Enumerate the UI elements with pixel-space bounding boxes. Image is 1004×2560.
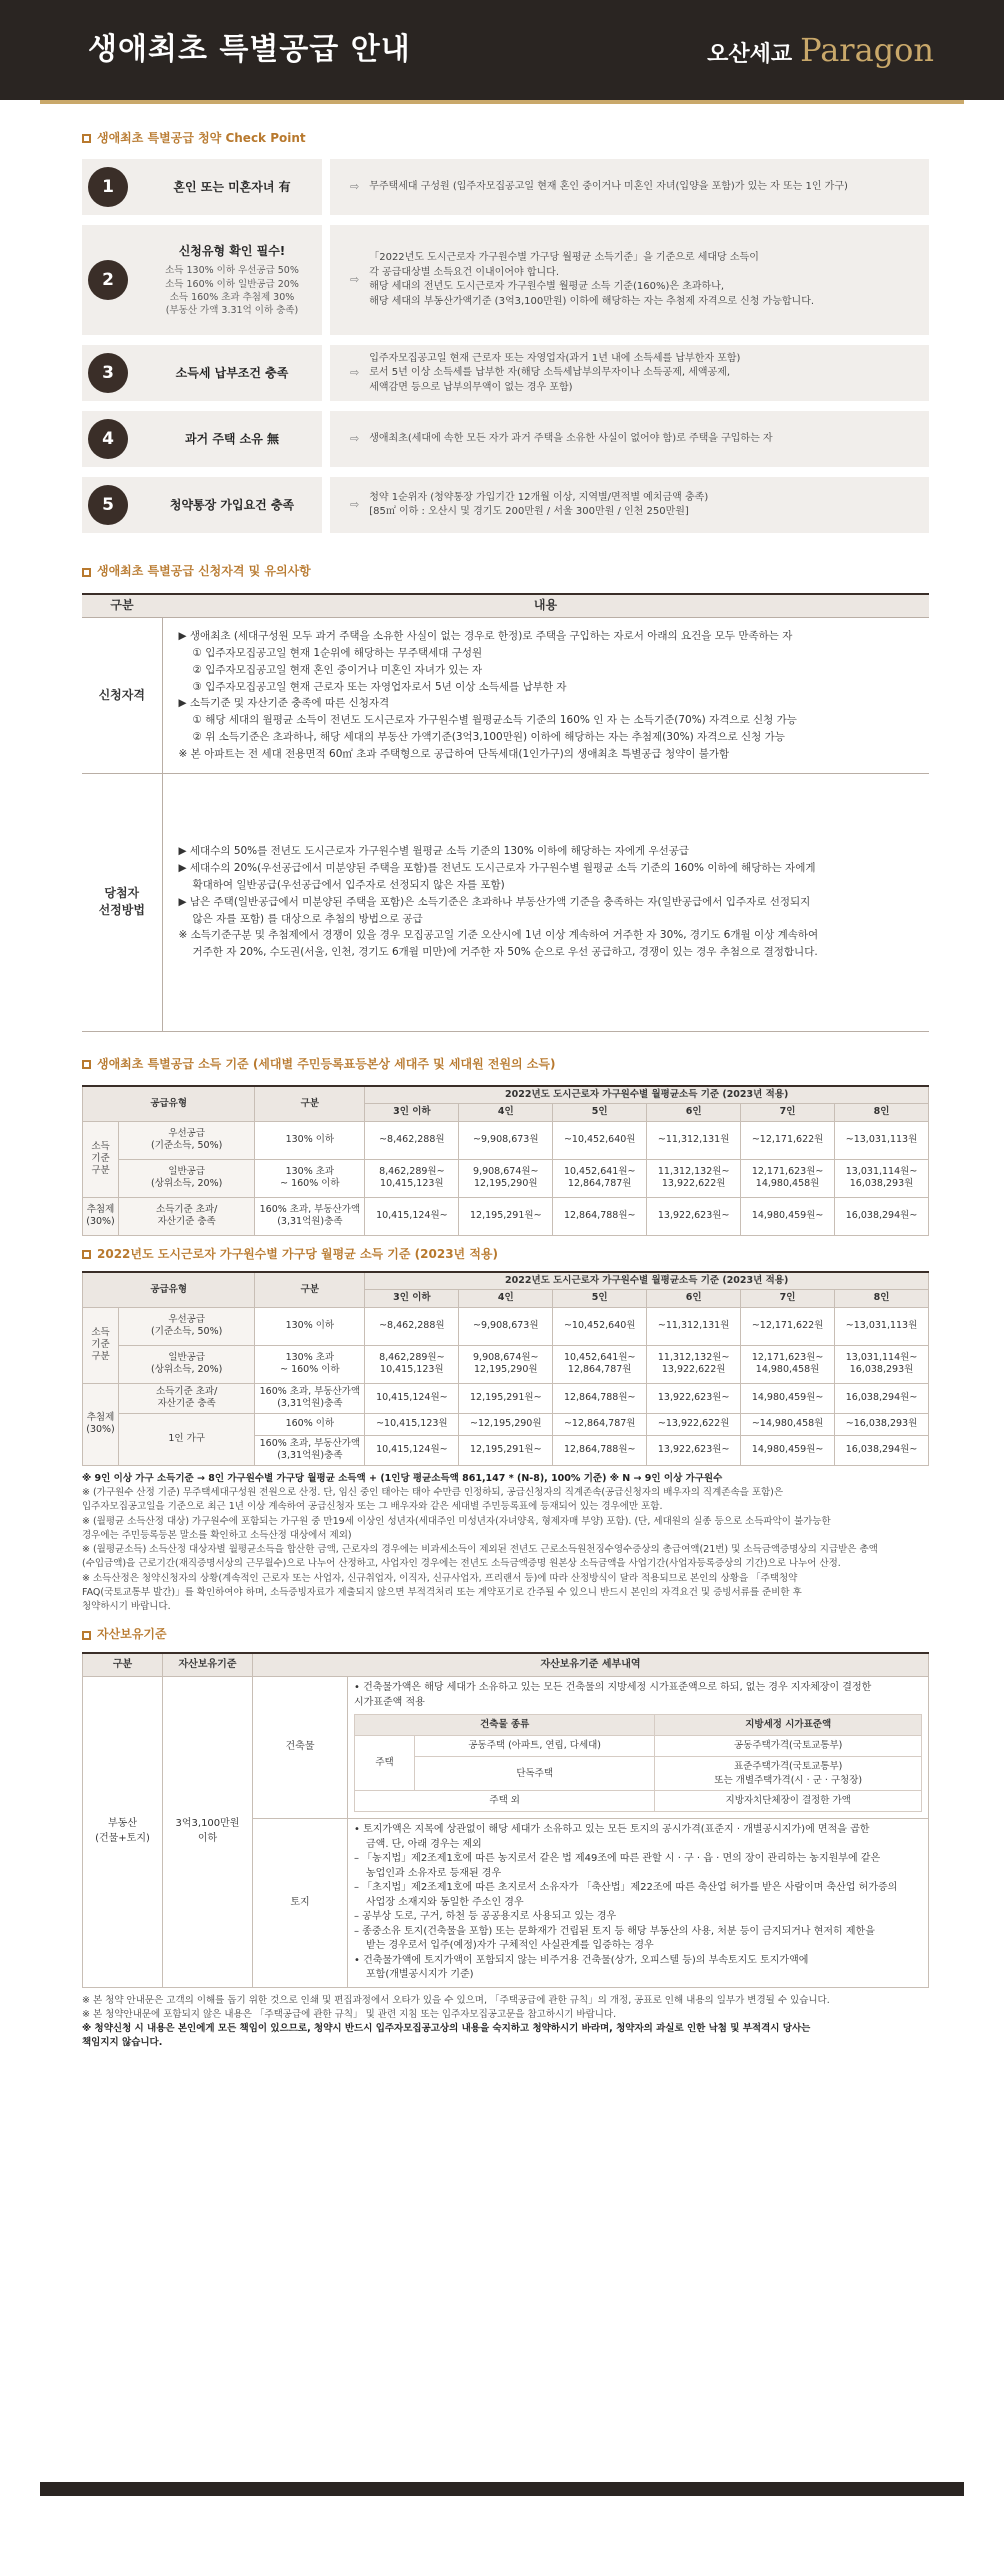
checkpoint-detail (330, 225, 929, 335)
inc-cat: 130% 초과 ~ 160% 이하 (255, 1159, 365, 1197)
inc-h-col: 6인 (647, 1104, 741, 1121)
inc-value: ~11,312,131원 (647, 1307, 741, 1345)
qualification-line: ▶ 세대수의 20%(우선공급에서 미분양된 주택을 포함)를 전년도 도시근로자 가구원수별 월평균 소득 기준의 160% 이하에 해당하는 자에게 (178, 862, 816, 875)
checkpoint-heading-text: 생애최초 특별공급 청약 Check Point (97, 131, 306, 145)
inc-value: 12,171,623원~ 14,980,458원 (741, 1345, 835, 1383)
inc-lottery-label: 추첨제 (30%) (83, 1383, 119, 1465)
inc-type: 일반공급 (상위소득, 20%) (119, 1345, 255, 1383)
note-line: 입주자모집공고일을 기준으로 최근 1년 이상 계속하여 공급신청자 또는 그 배우자와 같은 세대별 주민등록표에 등재되어 있는 경우에만 포함. (82, 1501, 663, 1513)
inner-value: 지방자치단체장이 결정한 가액 (655, 1791, 922, 1812)
note-line: ※ 9인 이상 가구 소득기준 → 8인 가구원수별 가구당 월평균 소득액 + (1인당 평균소득액 861,147 * (N-8), 100% 기준) ※ N → 9인 이상 가구원수 (82, 1472, 723, 1484)
inc-h-col: 5인 (553, 1104, 647, 1121)
qualification-line: ▶ 소득기준 및 자산기준 충족에 따른 신청자격 (178, 697, 390, 710)
checkpoint-text (369, 432, 772, 447)
arrow-right-icon: ⇨ (350, 366, 360, 380)
checkpoint-label (82, 159, 322, 215)
inc-value: ~16,038,293원 (835, 1413, 929, 1435)
inc-type: 일반공급 (상위소득, 20%) (119, 1159, 255, 1197)
income-table-2 (82, 1271, 929, 1466)
inner-kind: 단독주택 (415, 1756, 655, 1791)
asset-land-detail (348, 1819, 929, 1988)
inc-value: 12,195,291원~ (459, 1435, 553, 1465)
inc-value: 10,415,124원~ (365, 1197, 459, 1235)
land-line: – 「초지법」제2조제1호에 따른 초지로서 소유자가 「축산법」제22조에 따른 축산업 허가를 받은 사람이며 축산업 허가증의 (354, 1882, 898, 1894)
qualification-content (162, 773, 929, 1031)
qualification-line: ▶ 남은 주택(일반공급에서 미분양된 주택을 포함)은 소득기준은 초과하나 부동산가액 기준을 충족하는 자(일반공급에서 입주자로 선정되지 (178, 895, 811, 908)
land-line: 금액. 단, 아래 경우는 제외 (366, 1838, 482, 1850)
note-line: 책임지지 않습니다. (82, 2037, 163, 2049)
checkpoint-label (82, 345, 322, 401)
qualification-line: ③ 입주자모집공고일 현재 근로자 또는 자영업자로서 5년 이상 소득세를 납부한 자 (192, 680, 567, 693)
qualification-content (162, 618, 929, 773)
qualification-heading-text: 생애최초 특별공급 신청자격 및 유의사항 (97, 564, 311, 579)
asset-col-limit: 자산보유기준 (163, 1653, 253, 1677)
qualification-line: 거주한 자 20%, 수도권(서울, 인천, 경기도 6개월 미만)에 거주한 자 50% 순으로 우선 공급하고, 경쟁이 있는 경우 추첨으로 결정합니다. (192, 946, 818, 959)
arrow-right-icon: ⇨ (350, 498, 360, 512)
checkpoint-detail (330, 345, 929, 401)
inc-h-col: 3인 이하 (365, 1290, 459, 1307)
inc-group-label: 소득 기준 구분 (83, 1121, 119, 1197)
inc-type: 1인 가구 (119, 1413, 255, 1465)
inc-h-cat: 구분 (255, 1272, 365, 1307)
note-line: ※ 소득산정은 청약신청자의 상황(계속적인 근로자 또는 사업자, 신규취업자, 이직자, 신규사업자, 프리랜서 등)에 따라 산정방식이 달라 적용되므로 본인의 상황을 「주택청약 (82, 1572, 798, 1584)
asset-heading (82, 1626, 929, 1643)
qualification-line: ▶ 세대수의 50%를 전년도 도시근로자 가구원수별 월평균 소득 기준의 130% 이하에 해당하는 자에게 우선공급 (178, 845, 690, 858)
checkpoint-number: 5 (88, 485, 128, 525)
inc-value: 12,864,788원~ (553, 1383, 647, 1413)
checkpoint-title: 혼인 또는 미혼자녀 有 (173, 179, 291, 194)
inc-cat: 160% 이하 (255, 1413, 365, 1435)
inc-value: ~9,908,673원 (459, 1307, 553, 1345)
square-bullet-icon (82, 1631, 91, 1640)
note-line: ※ (월평균 소득산정 대상) 가구원수에 포함되는 가구원 중 만19세 이상인 성년자(세대주인 미성년자(자녀양육, 형제자매 부양) 포함). (단, 세대원의 실종 등으로 소득파악이 불가능한 (82, 1515, 831, 1527)
inc-h-type: 공급유형 (83, 1272, 255, 1307)
income-heading-2 (82, 1246, 929, 1263)
inner-kind: 공동주택 (아파트, 연립, 다세대) (415, 1735, 655, 1756)
asset-col-detail: 자산보유기준 세부내역 (253, 1653, 929, 1677)
checkpoint-label (82, 225, 322, 335)
qualification-line: ② 위 소득기준은 초과하나, 해당 세대의 부동산 가액기준(3억3,100만원) 이하에 해당하는 자는 추첨제(30%) 자격으로 신청 가능 (192, 731, 785, 744)
building-value-table (354, 1714, 922, 1812)
inc-value: ~13,031,113원 (835, 1121, 929, 1159)
checkpoint-number: 1 (88, 167, 128, 207)
inc-value: ~9,908,673원 (459, 1121, 553, 1159)
checkpoint-line: 해당 세대의 부동산가액기준 (3억3,100만원) 이하에 해당하는 자는 추첨제 자격으로 신청 가능합니다. (369, 295, 815, 307)
note-line: 경우에는 주민등록등본 말소를 확인하고 소득산정 대상에서 제외) (82, 1529, 352, 1541)
inc-h-col: 7인 (741, 1104, 835, 1121)
inc-value: 16,038,294원~ (835, 1197, 929, 1235)
inc-value: 12,171,623원~ 14,980,458원 (741, 1159, 835, 1197)
land-line: 사업장 소재지와 동일한 주소인 경우 (366, 1896, 524, 1908)
inc-type: 우선공급 (기준소득, 50%) (119, 1307, 255, 1345)
inc-value: 9,908,674원~ 12,195,290원 (459, 1345, 553, 1383)
checkpoint-number: 3 (88, 353, 128, 393)
asset-heading-text: 자산보유기준 (97, 1627, 167, 1642)
inc-value: 14,980,459원~ (741, 1435, 835, 1465)
inc-value: 10,452,641원~ 12,864,787원 (553, 1159, 647, 1197)
inc-value: 16,038,294원~ (835, 1435, 929, 1465)
header (0, 0, 1004, 100)
inc-value: ~13,922,622원 (647, 1413, 741, 1435)
checkpoint-text (369, 180, 848, 195)
inc-value: ~12,864,787원 (553, 1413, 647, 1435)
land-line: 농업인과 소유자로 등재된 경우 (366, 1867, 502, 1879)
checkpoint-item (82, 345, 929, 401)
brand-logo (707, 27, 934, 73)
checkpoint-list (0, 159, 1004, 533)
checkpoint-item (82, 159, 929, 215)
inc-type: 우선공급 (기준소득, 50%) (119, 1121, 255, 1159)
page-title: 생애최초 특별공급 안내 (88, 32, 411, 68)
qualification-line: ② 입주자모집공고일 현재 혼인 중이거나 미혼인 자녀가 있는 자 (192, 663, 483, 676)
inc-cat: 130% 초과 ~ 160% 이하 (255, 1345, 365, 1383)
checkpoint-line: 해당 세대의 전년도 도시근로자 가구원수별 월평균 소득 기준(160%)은 초과하나, (369, 281, 725, 293)
inc-cat: 160% 초과, 부동산가액 (3,31억원)충족 (255, 1383, 365, 1413)
checkpoint-detail (330, 159, 929, 215)
inc-value: ~8,462,288원 (365, 1307, 459, 1345)
inc-value: ~10,415,123원 (365, 1413, 459, 1435)
inc-value: 10,452,641원~ 12,864,787원 (553, 1345, 647, 1383)
qualification-line: 않은 자를 포함) 를 대상으로 추첨의 방법으로 공급 (192, 912, 423, 925)
square-bullet-icon (82, 134, 91, 143)
checkpoint-line: 생애최초(세대에 속한 모든 자가 과거 주택을 소유한 사실이 없어야 함)로 주택을 구입하는 자 (369, 433, 773, 445)
asset-land-label: 토지 (253, 1819, 348, 1988)
checkpoint-line: [85㎡ 이하 : 오산시 및 경기도 200만원 / 서울 300만원 / 인천 250만원] (369, 506, 689, 518)
inc-h-span: 2022년도 도시근로자 가구원수별 월평균소득 기준 (2023년 적용) (365, 1272, 929, 1290)
land-line: 받는 경우로서 입주(예정)자가 구체적인 사실관계를 입증하는 경우 (366, 1940, 654, 1952)
income-heading-1-text: 생애최초 특별공급 소득 기준 (세대별 주민등록표등본상 세대주 및 세대원 전원의 소득) (97, 1056, 556, 1071)
inc-value: ~14,980,458원 (741, 1413, 835, 1435)
final-notes (82, 1994, 929, 2051)
checkpoint-text (369, 251, 814, 309)
qualification-label: 신청자격 (82, 618, 162, 773)
inc-value: ~12,195,290원 (459, 1413, 553, 1435)
checkpoint-detail (330, 411, 929, 467)
inner-value: 공동주택가격(국토교통부) (655, 1735, 922, 1756)
qualification-line: ※ 소득기준구분 및 추첨제에서 경쟁이 있을 경우 모집공고일 기준 오산시에 1년 이상 계속하여 거주한 자 30%, 경기도 6개월 이상 계속하여 (178, 929, 819, 942)
checkpoint-text (369, 352, 740, 396)
inc-cat: 130% 이하 (255, 1121, 365, 1159)
inc-h-col: 4인 (459, 1104, 553, 1121)
building-intro-line: 시가표준액 적용 (354, 1696, 425, 1708)
inc-h-col: 8인 (835, 1290, 929, 1307)
qualification-line: ▶ 생애최초 (세대구성원 모두 과거 주택을 소유한 사실이 없는 경우로 한정)로 주택을 구입하는 자로서 아래의 요건을 모두 만족하는 자 (178, 630, 793, 643)
footer-bar (40, 2482, 964, 2496)
brand-logo-ko: 오산세교 (707, 41, 793, 67)
inner-h-kind: 건축물 종류 (355, 1715, 655, 1736)
note-line: ※ 청약신청 시 내용은 본인에게 모든 책임이 있으므로, 청약시 반드시 입주자모집공고상의 내용을 숙지하고 청약하시기 바라며, 청약자의 과실로 인한 낙첨 및 부적격시 당사는 (82, 2023, 811, 2035)
inc-value: 12,195,291원~ (459, 1383, 553, 1413)
inc-value: 13,922,623원~ (647, 1197, 741, 1235)
income-notes (82, 1472, 929, 1615)
inc-value: 13,922,623원~ (647, 1435, 741, 1465)
inc-h-col: 8인 (835, 1104, 929, 1121)
brand-bar (40, 100, 964, 104)
land-line: 포함(개별공시지가 기준) (366, 1969, 474, 1981)
inc-value: 11,312,132원~ 13,922,622원 (647, 1345, 741, 1383)
asset-table (82, 1652, 929, 1988)
square-bullet-icon (82, 568, 91, 577)
inc-value: 13,922,623원~ (647, 1383, 741, 1413)
inner-housing-label: 주택 (355, 1735, 415, 1790)
inc-h-col: 5인 (553, 1290, 647, 1307)
qualification-line: 확대하여 일반공급(우선공급에서 입주자로 선정되지 않은 자를 포함) (192, 878, 505, 891)
land-line: – 종중소유 토지(건축물을 포함) 또는 문화재가 건립된 토지 등 해당 부동산의 사용, 처분 등이 금지되거나 현저히 제한을 (354, 1925, 875, 1937)
inc-cat: 160% 초과, 부동산가액 (3,31억원)충족 (255, 1197, 365, 1235)
asset-category-cell: 부동산 (건물+토지) (83, 1677, 163, 1987)
square-bullet-icon (82, 1060, 91, 1069)
brand-logo-en: Paragon (800, 30, 934, 69)
inc-value: 8,462,289원~ 10,415,123원 (365, 1159, 459, 1197)
inc-group-label: 소득 기준 구분 (83, 1307, 119, 1383)
inc-h-col: 6인 (647, 1290, 741, 1307)
asset-building-label: 건축물 (253, 1677, 348, 1819)
asset-building-detail (348, 1677, 929, 1819)
inc-value: ~12,171,622원 (741, 1121, 835, 1159)
income-heading-2-text: 2022년도 도시근로자 가구원수별 가구당 월평균 소득 기준 (2023년 적용) (97, 1246, 498, 1261)
square-bullet-icon (82, 1250, 91, 1259)
inc-value: 8,462,289원~ 10,415,123원 (365, 1345, 459, 1383)
note-line: ※ (월평균소득) 소득산정 대상자별 월평균소득을 합산한 금액, 근로자의 경우에는 비과세소득이 제외된 전년도 근로소득원천징수영수증상의 총급여액(21번) 및 소득금액증명상의 지급받은 총액 (82, 1544, 878, 1556)
inc-value: ~10,452,640원 (553, 1121, 647, 1159)
arrow-right-icon: ⇨ (350, 432, 360, 446)
inc-value: 10,415,124원~ (365, 1435, 459, 1465)
qualification-line: ① 입주자모집공고일 현재 1순위에 해당하는 무주택세대 구성원 (192, 647, 483, 660)
inc-type: 소득기준 초과/ 자산기준 충족 (119, 1197, 255, 1235)
qual-col-category: 구분 (82, 594, 162, 618)
note-line: ※ 본 청약안내문에 포함되지 않은 내용은 「주택공급에 관한 규칙」 및 관련 지침 또는 입주자모집공고문을 참고하시기 바랍니다. (82, 2008, 617, 2020)
inc-lottery-label: 추첨제 (30%) (83, 1197, 119, 1235)
land-line: – 「농지법」제2조제1호에 따른 농지로서 같은 법 제49조에 따른 관할 시 · 구 · 읍 · 면의 장이 관리하는 농지원부에 같은 (354, 1853, 881, 1865)
inc-h-cat: 구분 (255, 1086, 365, 1121)
inc-value: ~11,312,131원 (647, 1121, 741, 1159)
checkpoint-number: 4 (88, 419, 128, 459)
note-line: ※ 본 청약 안내문은 고객의 이해를 돕기 위한 것으로 인쇄 및 편집과정에서 오타가 있을 수 있으며, 「주택공급에 관한 규칙」의 개정, 공표로 인해 내용의 일부가 변경될 수 있습니다. (82, 1994, 830, 2006)
note-line: FAQ(국토교통부 발간)」를 확인하여야 하며, 소득증빙자료가 제출되지 않으면 부적격처리 또는 계약포기로 간주될 수 있으니 반드시 본인의 자격요건 및 증빙서류를 준비한 후 (82, 1586, 802, 1598)
inc-cat: 130% 이하 (255, 1307, 365, 1345)
qualification-line: ① 해당 세대의 월평균 소득이 전년도 도시근로자 가구원수별 월평균소득 기준의 160% 인 자 는 소득기준(70%) 자격으로 신청 가능 (192, 714, 797, 727)
checkpoint-item (82, 225, 929, 335)
note-line: 청약하시기 바랍니다. (82, 1601, 171, 1613)
inc-h-col: 3인 이하 (365, 1104, 459, 1121)
inc-h-col: 4인 (459, 1290, 553, 1307)
inc-cat: 160% 초과, 부동산가액 (3,31억원)충족 (255, 1435, 365, 1465)
land-line: – 공부상 도로, 구거, 하천 등 공공용지로 사용되고 있는 경우 (354, 1911, 617, 1923)
checkpoint-label (82, 411, 322, 467)
checkpoint-line: 청약 1순위자 (청약통장 가입기간 12개월 이상, 지역별/면적별 예치금액 충족) (369, 491, 709, 503)
checkpoint-title: 소득세 납부조건 충족 (175, 365, 289, 380)
checkpoint-title: 청약통장 가입요건 충족 (169, 497, 295, 512)
inc-value: 16,038,294원~ (835, 1383, 929, 1413)
income-heading-1 (82, 1056, 929, 1073)
checkpoint-line: 로서 5년 이상 소득세를 납부한 자(해당 소득세납부의무자이나 소득공제, 세액공제, (369, 367, 731, 379)
inc-value: ~10,452,640원 (553, 1307, 647, 1345)
checkpoint-title: 신청유형 확인 필수! 소득 130% 이하 우선공급 50% 소득 160% 이하 일반공급 20% 소득 160% 초과 추첨제 30% (부동산 가액 3.31억 이하 충족) (142, 243, 322, 318)
inner-value: 표준주택가격(국토교통부) 또는 개별주택가격(시 · 군 · 구청장) (655, 1756, 922, 1791)
inc-value: 12,864,788원~ (553, 1435, 647, 1465)
checkpoint-number: 2 (88, 260, 128, 300)
note-line: (수입금액)을 근로기간(재직증명서상의 근무월수)으로 나누어 산정하고, 사업자인 경우에는 전년도 소득금액증명 원본상 소득금액을 사업기간(사업자등록증상의 기간)으로 나누어 산정. (82, 1558, 841, 1570)
arrow-right-icon: ⇨ (350, 180, 360, 194)
qualification-table (82, 593, 929, 1032)
qual-col-content: 내용 (162, 594, 929, 618)
qualification-heading (82, 563, 929, 580)
checkpoint-line: 입주자모집공고일 현재 근로자 또는 자영업자(과거 1년 내에 소득세를 납부한자 포함) (369, 352, 741, 364)
inc-value: 14,980,459원~ (741, 1197, 835, 1235)
inc-value: 10,415,124원~ (365, 1383, 459, 1413)
land-line: • 건축물가액에 토지가액이 포함되지 않는 비주거용 건축물(상가, 오피스텔 등)의 부속토지도 토지가액에 (354, 1954, 809, 1966)
building-intro (354, 1681, 922, 1710)
qualification-line: ※ 본 아파트는 전 세대 전용면적 60㎡ 초과 주택형으로 공급하여 단독세대(1인가구)의 생애최초 특별공급 청약이 불가함 (178, 747, 730, 760)
inc-h-col: 7인 (741, 1290, 835, 1307)
checkpoint-title: 과거 주택 소유 無 (184, 431, 280, 446)
inc-value: 9,908,674원~ 12,195,290원 (459, 1159, 553, 1197)
inc-h-type: 공급유형 (83, 1086, 255, 1121)
checkpoint-sub: 소득 130% 이하 우선공급 50% 소득 160% 이하 일반공급 20% 소득 160% 초과 추첨제 30% (부동산 가액 3.31억 이하 충족) (165, 265, 299, 317)
checkpoint-item (82, 411, 929, 467)
qualification-label: 당첨자 선정방법 (82, 773, 162, 1031)
inc-value: ~8,462,288원 (365, 1121, 459, 1159)
qualification-row (82, 773, 929, 1031)
inner-h-value: 지방세정 시가표준액 (655, 1715, 922, 1736)
arrow-right-icon: ⇨ (350, 273, 360, 287)
checkpoint-line: 「2022년도 도시근로자 가구원수별 가구당 월평균 소득기준」을 기준으로 세대당 소득이 (369, 252, 759, 264)
asset-col-category: 구분 (83, 1653, 163, 1677)
inc-value: 13,031,114원~ 16,038,293원 (835, 1345, 929, 1383)
inc-value: ~13,031,113원 (835, 1307, 929, 1345)
inc-value: 12,195,291원~ (459, 1197, 553, 1235)
inc-value: 13,031,114원~ 16,038,293원 (835, 1159, 929, 1197)
checkpoint-heading (82, 130, 929, 147)
building-intro-line: • 건축물가액은 해당 세대가 소유하고 있는 모든 건축물의 지방세정 시가표준액으로 하되, 없는 경우 지자체장이 결정한 (354, 1682, 872, 1694)
income-table-1 (82, 1085, 929, 1236)
inc-value: 12,864,788원~ (553, 1197, 647, 1235)
asset-limit-cell: 3억3,100만원 이하 (163, 1677, 253, 1987)
checkpoint-line: 무주택세대 구성원 (입주자모집공고일 현재 혼인 중이거나 미혼인 자녀(입양을 포함)가 있는 자 또는 1인 가구) (369, 181, 848, 193)
inc-value: 14,980,459원~ (741, 1383, 835, 1413)
note-line: ※ (가구원수 산정 기준) 무주택세대구성원 전원으로 산정. 단, 임신 중인 태아는 태아 수만큼 인정하되, 공급신청자의 직계존속(공급신청자의 배우자의 직계존속을 포함)은 (82, 1487, 784, 1499)
checkpoint-text (369, 491, 708, 520)
land-line: • 토지가액은 지목에 상관없이 해당 세대가 소유하고 있는 모든 토지의 공시가격(표준지 · 개별공시지가)에 면적을 곱한 (354, 1824, 870, 1836)
inc-type: 소득기준 초과/ 자산기준 충족 (119, 1383, 255, 1413)
inc-value: 11,312,132원~ 13,922,622원 (647, 1159, 741, 1197)
inc-value: ~12,171,622원 (741, 1307, 835, 1345)
checkpoint-label (82, 477, 322, 533)
inner-kind: 주택 외 (355, 1791, 655, 1812)
checkpoint-line: 각 공급대상별 소득요건 이내이어야 합니다. (369, 266, 559, 278)
checkpoint-line: 세액감면 등으로 납부의무액이 없는 경우 포함) (369, 381, 573, 393)
checkpoint-item (82, 477, 929, 533)
checkpoint-detail (330, 477, 929, 533)
qualification-row (82, 618, 929, 773)
inc-h-span: 2022년도 도시근로자 가구원수별 월평균소득 기준 (2023년 적용) (365, 1086, 929, 1104)
